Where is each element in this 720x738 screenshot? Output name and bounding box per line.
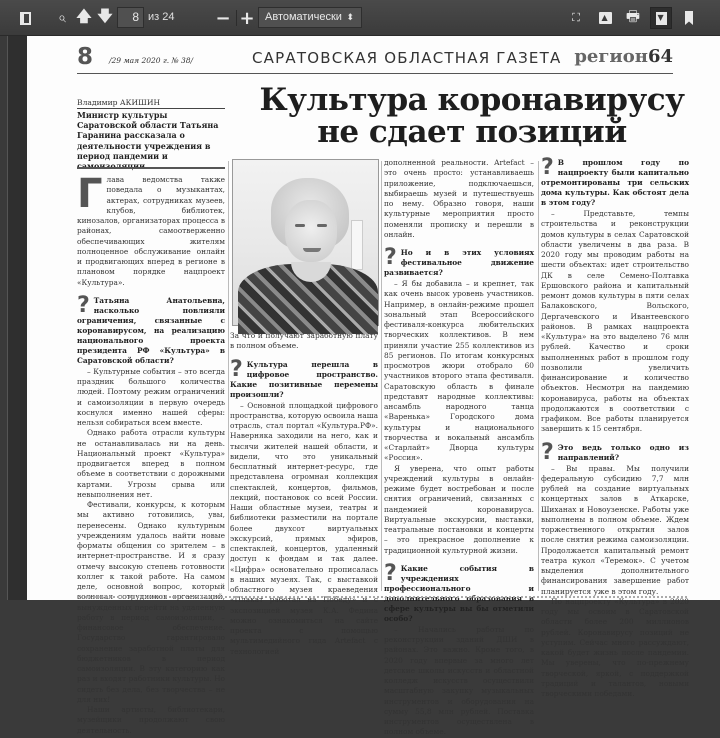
lead-divider bbox=[77, 167, 225, 169]
photo-eye bbox=[317, 224, 327, 227]
select-arrows-icon: ⬍ bbox=[346, 12, 354, 22]
newspaper-name: САРАТОВСКАЯ ОБЛАСТНАЯ ГАЗЕТА bbox=[252, 49, 562, 67]
page-count-label: из 24 bbox=[148, 11, 175, 23]
question-2 bbox=[230, 356, 378, 400]
photo-mouth bbox=[303, 248, 321, 252]
photo-eye bbox=[295, 224, 305, 227]
question-mark-icon: ? bbox=[541, 439, 554, 465]
answer-paragraph: Однако работа отрасли культуры не останавливалась ни на день. Национальный проект «Культура» продвигается вперед в полном объеме в соответствии с дорожными картами. Угрозы срыва или невыполнения нет. bbox=[77, 428, 225, 499]
minister-photo bbox=[232, 159, 379, 326]
question-4-text: Какие события в учреждениях профессионального и дополнительного образования в сфере культуры вы бы отметили особо? bbox=[384, 563, 534, 623]
sidebar-strip bbox=[7, 36, 27, 600]
open-file-button[interactable] bbox=[594, 7, 616, 29]
magnifier-icon: ⌕ bbox=[58, 10, 66, 26]
intro-paragraph bbox=[77, 171, 225, 288]
answer-paragraph: Наши артисты, библиотекари, музейщики продолжают свою деятельность. bbox=[77, 705, 225, 735]
question-1-text: Татьяна Анатольевна, насколько повлияли ограничения, связанные с коронавирусом, на реализацию национального проекта президента РФ «Культура» в Саратовской области? bbox=[77, 295, 225, 365]
arrow-up-icon: 🡅 bbox=[76, 6, 92, 25]
zoom-select-value: Автоматически bbox=[265, 11, 342, 23]
answer-paragraph: – Вы правы. Мы получили федеральную субсидию 7,7 млн рублей на создание виртуальных концертных залов в Аткарске, Шиханах и Новоузенске. Работы уже выполнены в полном объеме. Ждем торжественного открытия залов после снятия режима самоизоляции. Продолжается капитальный ремонт театра кукол «Теремок». С учетом выделения дополнительного финансирования завершение работ планируется уже в этом году. bbox=[541, 463, 689, 596]
zoom-select[interactable] bbox=[258, 7, 362, 28]
answer-paragraph: – Начались работы по реконструкции зданий ДШИ в районах. Это важно. Кроме того, в 2020 году впервые за много лет детские школы искусств и областной колледж искусств осуществили масштабную закупку музыкальных инструментов и оборудования на сумму 55,8 млн рублей. Поставка инструментов осуществлена в полном объеме. bbox=[384, 624, 534, 737]
column-divider bbox=[538, 161, 539, 591]
lead-paragraph: Министр культуры Саратовской области Татьяна Гаранина рассказала о деятельности учреждения в период пандемии и bbox=[77, 110, 219, 161]
page-number-input[interactable]: 8 bbox=[117, 7, 144, 28]
sidebar-toggle-button[interactable] bbox=[14, 7, 36, 29]
question-5 bbox=[541, 155, 689, 208]
column-3 bbox=[384, 158, 534, 738]
question-mark-icon: ? bbox=[230, 356, 243, 382]
question-mark-icon: ? bbox=[384, 560, 397, 586]
page-number: 8 bbox=[77, 44, 94, 70]
question-5-text: В прошлом году по нацпроекту были капитально отремонтированы три сельских дома культуры. Как обстоят дела в этом году? bbox=[541, 158, 689, 207]
bottom-dotted-rule bbox=[77, 596, 687, 598]
column-3-top-text: дополненной реальности. Artefact – это очень просто: устанавливаешь приложение, подключаешься, выбираешь музей и путешествуешь по нему. Образно говоря, наши культурные мероприятия просто поменяли прописку и перешли в онлайн. bbox=[384, 158, 534, 239]
download-button[interactable] bbox=[650, 7, 672, 29]
previous-page-button[interactable] bbox=[73, 7, 95, 29]
printer-icon: 🖶 bbox=[625, 6, 641, 25]
question-3 bbox=[384, 245, 534, 278]
pdf-toolbar bbox=[0, 0, 720, 36]
column-2 bbox=[230, 331, 378, 657]
photo-face bbox=[285, 200, 337, 262]
answer-paragraph: Фестивали, конкурсы, к которым мы активно готовились, увы, перенесены. Однако культурным учреждениям удалось найти новые форматы общения со зрителем – в интернет-пространстве. И я сразу отмечу высокую степень готовности коллег к такой работе. На самом деле, основной вопрос, который волновал сотрудников организаций, вынужденных перейти на удаленную работу в период самоизоляции, – финансовое обеспечение. Государство гарантировало сохранение заработной платы для бюджетников в период самоизоляции. В эту категорию как раз и входят работники культуры. Но сидеть без дела, без творчества – не для них! bbox=[77, 500, 225, 704]
answer-paragraph: По нацпроекту «Культура» в 2020 году мы освоим в Саратовской области более 200 миллионов рублей. Коронавирусу позиций не уступим. Сейчас много рассуждают, какой будет жизнь после пандемии. Мы уверены, что по-прежнему творческой, яркой, с поддержкой традиций и талантов, новыми творческими победами. bbox=[541, 596, 689, 698]
bookmark-icon bbox=[685, 11, 693, 25]
question-6 bbox=[541, 439, 689, 465]
download-icon: ▼ bbox=[656, 12, 667, 25]
presentation-mode-button[interactable] bbox=[565, 7, 587, 29]
arrow-down-icon: 🡇 bbox=[97, 6, 113, 25]
headline-line-1: Культура коронавирусу bbox=[259, 82, 685, 118]
brand-text: регион bbox=[574, 46, 648, 67]
headline bbox=[227, 84, 717, 148]
sidebar-icon bbox=[20, 12, 31, 25]
headline-line-2: не сдает позиций bbox=[317, 114, 627, 150]
pdf-page bbox=[27, 36, 720, 737]
column-divider bbox=[381, 161, 382, 591]
answer-paragraph: – Представьте, темпы строительства и реконструкции домов культуры в селах Саратовской области увеличены в два раза. В 2020 году мы проводим работы на шести объектах: идет строительство ДК в селе Семено-Полтавка Ершовского района и капитальный ремонт домов культуры в пяти селах Балаковского, Вольского, Дергачевского и Ивантеевского районов. В рамках нацпроекта «Культура» на это выделено 76 млн рублей. Качество и сроки выполненных работ в прошлом году позволили увеличить финансирование и количество объектов. Несмотря на пандемию коронавируса, работы на объектах продолжаются в соответствии с графиком. Все работы планируется завершить к 15 сентября. bbox=[541, 209, 689, 434]
fullscreen-icon: ⛶ bbox=[572, 11, 580, 24]
question-4 bbox=[384, 560, 534, 624]
question-1 bbox=[77, 292, 225, 366]
answer-paragraph: – Культурные события – это всегда праздник большого количества людей. Поэтому режим ограничений и самоизоляции в первую очередь коснулся именно нашей сферы: нельзя собираться всем вместе. bbox=[77, 366, 225, 427]
column-4 bbox=[541, 155, 689, 699]
column-2-top-text: За что и получают заработную плату в полном объеме. bbox=[230, 331, 378, 351]
bookmark-button[interactable] bbox=[678, 7, 700, 29]
answer-paragraph: Я уверена, что опыт работы учреждений культуры в онлайн-режиме будет востребован и после снятия ограничений, связанных с пандемией коронавируса. Виртуальные экскурсии, выставки, театральные постановки и концерты – это прекрасное дополнение к традиционной культурной жизни. bbox=[384, 463, 534, 555]
print-button[interactable] bbox=[622, 7, 644, 29]
column-1 bbox=[77, 171, 225, 736]
brand-number: 64 bbox=[647, 46, 673, 67]
issue-date: /29 мая 2020 г. № 38/ bbox=[109, 56, 194, 65]
search-button[interactable] bbox=[51, 7, 73, 29]
question-mark-icon: ? bbox=[77, 292, 90, 318]
brand-logo bbox=[574, 46, 673, 67]
question-2-text: Культура перешла в цифровое пространство. Какие позитивные перемены произошли? bbox=[230, 359, 378, 399]
zoom-in-button[interactable]: + bbox=[239, 7, 255, 29]
question-3-text: Но и в этих условиях фестивальное движение развивается? bbox=[384, 248, 534, 277]
answer-paragraph: – Я бы добавила – и крепнет, так как очень высок уровень участников. Например, в онлайн-режиме прошел зональный этап Всероссийского фестиваля-конкурса любительских творческих коллективов. В нем приняли участие 255 коллективов из 85 регионов. По итогам конкурсных просмотров жюри отобрало 60 участников второго этапа фестиваля. Саратовскую область в финале представят народные коллективы: ансамбль народного танца «Варенька» Городского дома культуры и национального творчества и вокальный ансамбль «Старлайт» Дворца культуры «Россия». bbox=[384, 279, 534, 463]
masthead bbox=[77, 44, 673, 74]
drop-cap: Г bbox=[77, 171, 103, 217]
next-page-button[interactable] bbox=[94, 7, 116, 29]
photo-background-window bbox=[351, 220, 363, 270]
question-mark-icon: ? bbox=[541, 155, 554, 180]
question-mark-icon: ? bbox=[384, 245, 397, 270]
open-file-icon: ▲ bbox=[599, 12, 612, 24]
intro-text: лава ведомства также поведала о музыкантах, актерах, сотрудниках музеев, клубов, библиотек, кинозалов, организаторах процесса в районах, самоотверженно обеспечивающих жителям полноценное обслуживание онлайн и продвигающих вперед в регионе в плановом порядке нацпроект «Культура». bbox=[77, 175, 225, 287]
byline: Владимир АКИШИН bbox=[77, 98, 225, 109]
column-divider bbox=[228, 161, 229, 591]
zoom-out-button[interactable]: − bbox=[215, 7, 231, 29]
question-6-text: Это ведь только одно из направлений? bbox=[557, 442, 689, 462]
answer-paragraph: – Основной площадкой цифрового пространства, которую освоила наша отрасль, стал портал «Культура.РФ». Наверняка заходили на него, как и тысячи жителей нашей области, и видели, что это уникальный бесплатный интернет-ресурс, где представлена огромная коллекция спектаклей, концертов, фильмов, лекций, постановок со всей России. Наши областные музеи, театры и библиотеки разместили на портале более двухсот виртуальных экскурсий, прямых эфиров, спектаклей, концертов, удаленный доступ к фондам и так далее. «Цифра» основательно прописалась в наших музеях. Так, с выставкой областного музея краеведения «Плакат работал на Победу» и с экспозицией музея К.А. Федина можно ознакомиться на сайте проекта с помощью мультимедийного гида Artefact с технологией bbox=[230, 400, 378, 656]
